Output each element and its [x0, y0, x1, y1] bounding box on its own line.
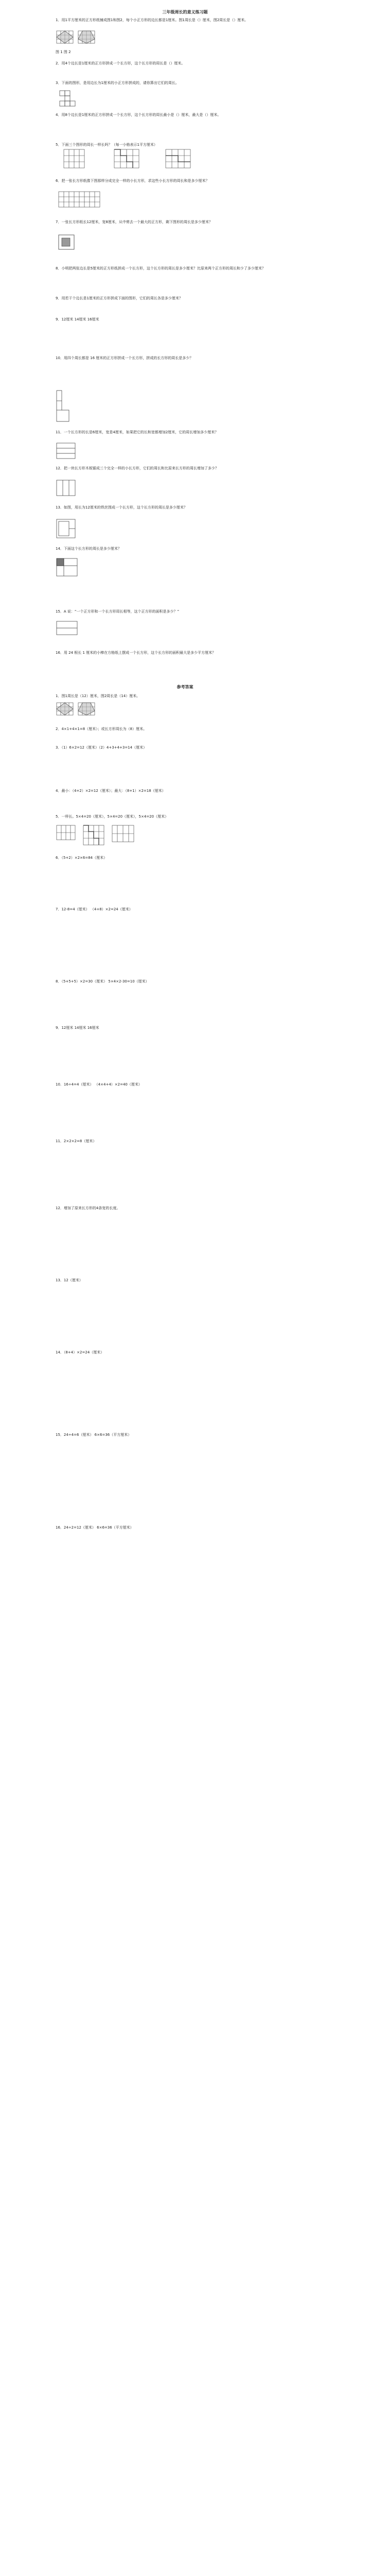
- question-3: 3．下面的图形，是用边长为1厘米的小正方形拼成的，请你算出它们的周长。: [56, 81, 179, 85]
- answer-12: 12．增加了原来长方形的4条宽的长度。: [56, 1206, 120, 1210]
- figure-q6-strips: [58, 191, 101, 208]
- answer-5: 5．一样长。5×4=20（厘米），5×4=20（厘米），5×4=20（厘米）: [56, 815, 169, 819]
- figure-q1-grids: [56, 30, 97, 44]
- answer-13: 13．12（厘米）: [56, 1278, 83, 1282]
- question-4: 4．用8个边长是1厘米的正方形拼成一个长方形，这个长方形的周长最小是（）厘米，最大是（）厘米。: [56, 113, 221, 117]
- question-12: 12．把一块长方形木板锯成三个完全一样的小长方形，它们的周长和比原来长方形的周长增加了多少？: [56, 466, 219, 470]
- answers-title: 参考答案: [177, 685, 193, 689]
- figure-q12-board: [56, 479, 76, 497]
- answer-9: 9．12厘米 14厘米 16厘米: [56, 1026, 99, 1030]
- answer-3: 3．（1）6×2=12（厘米）（2）4+3+4+3=14（厘米）: [56, 745, 147, 750]
- figure-q3-shapes: [59, 90, 105, 107]
- question-5: 5．下面三个图形的周长一样长吗？（每一小格表示1平方厘米）: [56, 143, 157, 147]
- document-page: [56, 0, 314, 2576]
- question-16: 16．用 24 根长 1 厘米的小棒在方格纸上摆成一个长方形，这个长方形的面积最大是多少平方厘米？: [56, 651, 216, 655]
- answer-7: 7．12-8=4（厘米） （4+8）×2=24（厘米）: [56, 907, 133, 911]
- figure-q11-rect: [56, 442, 76, 460]
- question-10: 10．用四个周长都是 16 厘米的正方形拼成一个长方形，拼成的长方形的周长是多少？: [56, 356, 193, 360]
- answer-1: 1．图1周长是（12）厘米，图2周长是（14）厘米。: [56, 694, 140, 698]
- figure-q1-labels: 图 1 图 2: [56, 50, 71, 54]
- answer-14: 14．（8+4）×2=24（厘米）: [56, 1350, 104, 1354]
- question-14: 14．下面这个长方形的周长是多少厘米？: [56, 547, 121, 551]
- question-13: 13．如图，用长为12厘米的铁丝围成一个长方形，这个长方形的周长是多少厘米？: [56, 505, 187, 510]
- question-9: 9．用若干个边长是1厘米的正方形拼成下面的图形，它们的周长各是多少厘米？: [56, 296, 183, 300]
- answer-11: 11．2×2×2=8（厘米）: [56, 1139, 97, 1143]
- answer-figure-q5: [56, 824, 138, 846]
- question-6: 6．把一张长方形纸像下图那样分成完全一样的小长方形，求这些小长方形的周长和是多少厘米？: [56, 179, 209, 183]
- figure-q14-rect: [56, 557, 78, 577]
- question-7: 7．一张长方形纸长12厘米，宽8厘米，从中剪去一个最大的正方形，剩下图形的周长是多少厘米？: [56, 220, 213, 224]
- answer-16: 16．24÷2=12（厘米） 6×6=36（平方厘米）: [56, 1526, 134, 1530]
- answer-8: 8．（5+5+5）×2=30（厘米） 5×4×2-30=10（厘米）: [56, 979, 149, 984]
- answer-4: 4．最小：（4+2）×2=12（厘米）；最大：（8+1）×2=18（厘米）: [56, 789, 166, 793]
- answer-15: 15．24÷4=6（厘米） 6×6=36（平方厘米）: [56, 1433, 132, 1437]
- answer-6: 6．（5+2）×2×6=84（厘米）: [56, 856, 108, 860]
- question-2: 2．用4个边长是1厘米的正方形拼成一个长方形，这个长方形的周长是（）厘米。: [56, 61, 185, 65]
- figure-q7-square: [58, 234, 75, 250]
- answer-2: 2．4×1+4×1=8（厘米）；或长方形周长为（8）厘米。: [56, 727, 147, 731]
- figure-q10-lshape: [56, 389, 71, 422]
- question-8: 8．小明把两张边长是5厘米的正方形纸拼成一个长方形，这个长方形的周长是多少厘米？比原来两个正方形的周长和少了多少厘米？: [56, 266, 266, 270]
- page-title: 三年级周长的意义练习题: [162, 10, 208, 14]
- figure-q5-grids: [63, 148, 212, 170]
- question-15: 15．A 说：“一个正方形和一个长方形周长相等，这个正方形的面积是多少？”: [56, 609, 180, 614]
- answer-figure-q1: [56, 702, 97, 716]
- answer-10: 10．16÷4=4（厘米） （4×4+4）×2=40（厘米）: [56, 1082, 142, 1087]
- figure-q15-rect: [56, 620, 78, 636]
- figure-q13-wire: [56, 518, 76, 539]
- question-11: 11．一个长方形的长是6厘米，宽是4厘米，如果把它的长和宽都增加2厘米，它的周长增加多少厘米？: [56, 430, 219, 434]
- answer-q9-inline: 9．12厘米 14厘米 16厘米: [56, 317, 99, 321]
- question-1: 1．用1平方厘米的正方形纸铺成图1和图2，每个小正方形的边长都是1厘米。图1周长是（）厘米，图2周长是（）厘米。: [56, 18, 249, 22]
